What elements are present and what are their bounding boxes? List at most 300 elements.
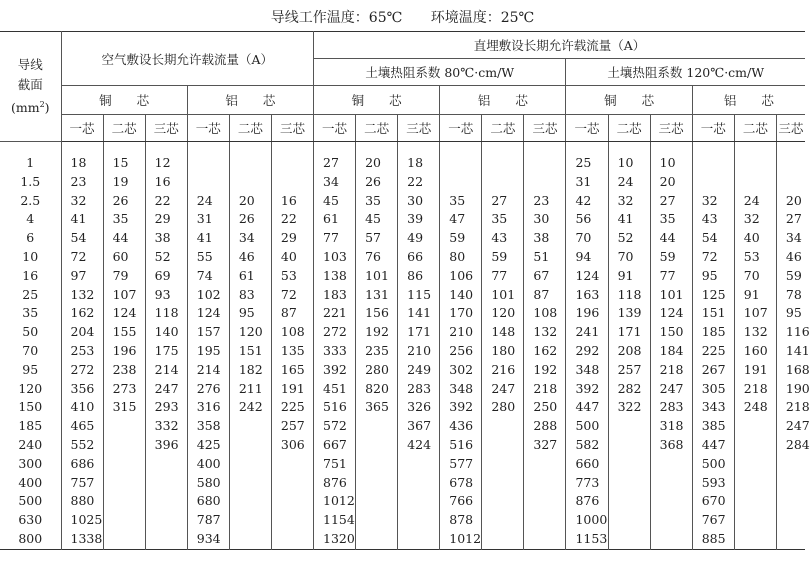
ampacity-value bbox=[491, 173, 523, 192]
ampacity-value: 241 bbox=[575, 324, 600, 340]
ampacity-value: 38 bbox=[154, 230, 171, 246]
ampacity-value bbox=[407, 511, 439, 530]
ampacity-column bbox=[61, 142, 103, 550]
ampacity-value: 288 bbox=[533, 418, 558, 434]
ampacity-value bbox=[239, 492, 271, 511]
ampacity-column bbox=[482, 142, 524, 550]
one-core-header: 一芯 bbox=[440, 115, 482, 142]
ampacity-value: 55 bbox=[196, 248, 213, 264]
ampacity-value: 42 bbox=[575, 192, 592, 208]
ampacity-value: 125 bbox=[701, 286, 726, 302]
ampacity-value: 249 bbox=[407, 361, 432, 377]
ampacity-value: 69 bbox=[154, 267, 171, 283]
ampacity-value: 248 bbox=[743, 399, 768, 415]
cross-section-value: 185 bbox=[18, 418, 43, 434]
ampacity-value: 195 bbox=[196, 342, 221, 358]
ampacity-value: 1012 bbox=[323, 493, 355, 509]
ampacity-value: 59 bbox=[785, 267, 802, 283]
ampacity-value: 124 bbox=[659, 305, 684, 321]
ampacity-value bbox=[786, 474, 805, 493]
ampacity-value bbox=[491, 474, 523, 493]
ampacity-column bbox=[314, 142, 356, 550]
ampacity-value: 593 bbox=[701, 474, 726, 490]
two-core-header: 二芯 bbox=[103, 115, 145, 142]
ampacity-value bbox=[281, 511, 313, 530]
ampacity-value bbox=[197, 173, 229, 192]
ampacity-value bbox=[618, 455, 650, 474]
ampacity-value: 80 bbox=[449, 248, 466, 264]
two-core-header: 二芯 bbox=[734, 115, 776, 142]
ampacity-value: 138 bbox=[323, 267, 347, 283]
ampacity-value: 396 bbox=[154, 436, 179, 452]
ampacity-value: 26 bbox=[112, 192, 129, 208]
ampacity-value bbox=[197, 154, 229, 173]
ampacity-value bbox=[113, 436, 145, 455]
ampacity-value: 267 bbox=[701, 361, 726, 377]
ampacity-value: 292 bbox=[575, 342, 600, 358]
ampacity-value bbox=[786, 530, 805, 549]
ampacity-value bbox=[491, 417, 523, 436]
ampacity-value: 175 bbox=[154, 342, 179, 358]
working-temperature: 导线工作温度：65℃ bbox=[270, 10, 403, 26]
ampacity-value: 78 bbox=[785, 286, 802, 302]
ampacity-value: 183 bbox=[323, 286, 347, 302]
ampacity-value: 57 bbox=[365, 230, 381, 246]
ampacity-value: 29 bbox=[154, 211, 171, 227]
ampacity-value bbox=[239, 173, 271, 192]
ampacity-table bbox=[0, 31, 810, 550]
ampacity-value: 400 bbox=[196, 455, 221, 471]
ampacity-value: 56 bbox=[575, 211, 592, 227]
ampacity-value: 316 bbox=[196, 399, 221, 415]
ampacity-value: 49 bbox=[407, 230, 424, 246]
ampacity-value bbox=[113, 417, 145, 436]
ampacity-value bbox=[618, 511, 650, 530]
ampacity-value: 53 bbox=[280, 267, 297, 283]
ampacity-value: 272 bbox=[70, 361, 95, 377]
ampacity-value: 306 bbox=[280, 436, 305, 452]
ampacity-value: 26 bbox=[365, 173, 381, 189]
ampacity-value: 1025 bbox=[70, 512, 103, 528]
ampacity-value: 216 bbox=[491, 361, 516, 377]
ampacity-value: 1000 bbox=[575, 512, 608, 528]
ampacity-value: 27 bbox=[323, 155, 339, 170]
ampacity-value bbox=[407, 530, 439, 549]
ampacity-value: 18 bbox=[70, 155, 87, 170]
ampacity-value: 247 bbox=[154, 380, 179, 396]
cross-section-value: 800 bbox=[18, 530, 43, 546]
ampacity-value: 120 bbox=[491, 305, 516, 321]
copper-core-header: 铜 芯 bbox=[566, 86, 692, 115]
ampacity-value: 27 bbox=[491, 192, 508, 208]
ampacity-value: 282 bbox=[617, 380, 642, 396]
ampacity-value bbox=[702, 173, 734, 192]
ampacity-value: 34 bbox=[323, 173, 339, 189]
soil-resistivity-80-header: 土壤热阻系数 80℃·cm/W bbox=[314, 59, 566, 86]
ampacity-value: 35 bbox=[491, 211, 508, 227]
one-core-header: 一芯 bbox=[566, 115, 608, 142]
ampacity-value bbox=[660, 530, 692, 549]
ampacity-value: 91 bbox=[743, 286, 760, 302]
ampacity-value: 225 bbox=[280, 399, 305, 415]
ampacity-value bbox=[618, 530, 650, 549]
ampacity-value: 61 bbox=[238, 267, 255, 283]
ampacity-value: 392 bbox=[575, 380, 600, 396]
ampacity-value: 151 bbox=[238, 342, 263, 358]
ampacity-value: 107 bbox=[112, 286, 137, 302]
ampacity-value: 878 bbox=[449, 512, 474, 528]
ampacity-value: 52 bbox=[154, 248, 171, 264]
ampacity-value: 204 bbox=[70, 324, 95, 340]
ampacity-value: 751 bbox=[323, 455, 347, 471]
ampacity-value: 885 bbox=[701, 530, 726, 546]
ampacity-value: 348 bbox=[575, 361, 600, 377]
ampacity-value: 500 bbox=[701, 455, 726, 471]
ampacity-value: 247 bbox=[785, 418, 810, 434]
ampacity-column bbox=[145, 142, 187, 550]
ampacity-value: 667 bbox=[323, 436, 347, 452]
ampacity-value bbox=[491, 455, 523, 474]
three-core-header: 三芯 bbox=[650, 115, 692, 142]
ampacity-value bbox=[113, 530, 145, 549]
ampacity-value: 238 bbox=[112, 361, 137, 377]
ampacity-value: 25 bbox=[575, 155, 592, 170]
cross-section-value: 2.5 bbox=[20, 192, 41, 208]
cross-section-value: 95 bbox=[22, 361, 39, 377]
ampacity-value: 218 bbox=[533, 380, 558, 396]
ampacity-value: 72 bbox=[701, 248, 718, 264]
two-core-header: 二芯 bbox=[482, 115, 524, 142]
ampacity-value: 26 bbox=[238, 211, 255, 227]
ampacity-value bbox=[365, 436, 397, 455]
ampacity-value: 787 bbox=[196, 512, 221, 528]
ampacity-value bbox=[281, 154, 313, 173]
ampacity-value: 767 bbox=[701, 512, 726, 528]
ampacity-value: 29 bbox=[280, 230, 297, 246]
ampacity-value: 132 bbox=[70, 286, 95, 302]
ampacity-value: 934 bbox=[196, 530, 221, 546]
ampacity-value: 118 bbox=[617, 286, 642, 302]
ampacity-value: 170 bbox=[449, 305, 474, 321]
ampacity-value: 322 bbox=[617, 399, 642, 415]
cross-section-value: 25 bbox=[22, 286, 39, 302]
ampacity-value: 670 bbox=[701, 493, 726, 509]
ampacity-value: 46 bbox=[785, 248, 802, 264]
ampacity-value: 367 bbox=[407, 418, 432, 434]
ampacity-value: 392 bbox=[449, 399, 474, 415]
ampacity-value: 66 bbox=[407, 248, 424, 264]
ampacity-value: 35 bbox=[449, 192, 466, 208]
ampacity-value: 70 bbox=[575, 230, 592, 246]
ampacity-value bbox=[281, 455, 313, 474]
ampacity-value: 22 bbox=[407, 173, 424, 189]
ampacity-value: 39 bbox=[407, 211, 424, 227]
ampacity-value: 101 bbox=[365, 267, 389, 283]
ampacity-value: 47 bbox=[449, 211, 466, 227]
ampacity-value: 332 bbox=[154, 418, 179, 434]
soil-resistivity-120-header: 土壤热阻系数 120℃·cm/W bbox=[566, 59, 805, 86]
ampacity-value: 24 bbox=[743, 192, 760, 208]
ampacity-value: 106 bbox=[449, 267, 474, 283]
ampacity-value: 447 bbox=[701, 436, 726, 452]
ampacity-value: 54 bbox=[701, 230, 718, 246]
ampacity-value bbox=[491, 511, 523, 530]
ampacity-value: 87 bbox=[533, 286, 550, 302]
ampacity-value bbox=[660, 455, 692, 474]
ampacity-value: 318 bbox=[659, 418, 684, 434]
ampacity-value bbox=[491, 530, 523, 549]
ampacity-value bbox=[744, 530, 776, 549]
ampacity-value: 214 bbox=[196, 361, 221, 377]
ampacity-value: 16 bbox=[154, 173, 171, 189]
one-core-header: 一芯 bbox=[61, 115, 103, 142]
ampacity-value: 280 bbox=[491, 399, 516, 415]
ampacity-value: 132 bbox=[743, 324, 768, 340]
one-core-header: 一芯 bbox=[692, 115, 734, 142]
ampacity-value: 30 bbox=[407, 192, 424, 208]
ampacity-value: 1320 bbox=[323, 530, 355, 546]
ampacity-value: 424 bbox=[407, 436, 432, 452]
cross-section-value: 70 bbox=[22, 342, 39, 358]
cross-section-value: 35 bbox=[22, 305, 39, 321]
ampacity-value bbox=[491, 492, 523, 511]
ampacity-value: 218 bbox=[659, 361, 684, 377]
ampacity-value bbox=[239, 530, 271, 549]
ampacity-value: 247 bbox=[659, 380, 684, 396]
ampacity-value: 140 bbox=[449, 286, 474, 302]
ampacity-value: 196 bbox=[112, 342, 137, 358]
ampacity-value: 31 bbox=[196, 211, 213, 227]
ampacity-value: 876 bbox=[575, 493, 600, 509]
ampacity-value: 256 bbox=[449, 342, 474, 358]
ampacity-value bbox=[365, 455, 397, 474]
ampacity-value: 108 bbox=[533, 305, 558, 321]
ampacity-value: 660 bbox=[575, 455, 600, 471]
ampacity-value: 333 bbox=[323, 342, 347, 358]
ampacity-value: 41 bbox=[70, 211, 87, 227]
ampacity-value: 15 bbox=[112, 155, 129, 170]
ampacity-value: 101 bbox=[491, 286, 516, 302]
ampacity-value bbox=[155, 511, 187, 530]
cross-section-header: 导线 截面 $(mm^2)$ bbox=[0, 32, 61, 142]
ampacity-value: 225 bbox=[701, 342, 726, 358]
ampacity-value: 182 bbox=[238, 361, 263, 377]
ampacity-value: 425 bbox=[196, 436, 221, 452]
ampacity-value bbox=[744, 492, 776, 511]
ampacity-value: 67 bbox=[533, 267, 550, 283]
ampacity-value: 59 bbox=[449, 230, 466, 246]
ampacity-value: 190 bbox=[785, 380, 810, 396]
ampacity-value: 436 bbox=[449, 418, 474, 434]
aluminum-core-header: 铝 芯 bbox=[692, 86, 805, 115]
ampacity-value: 140 bbox=[154, 324, 179, 340]
ampacity-value: 293 bbox=[154, 399, 179, 415]
ampacity-value: 32 bbox=[743, 211, 760, 227]
ampacity-value bbox=[113, 474, 145, 493]
ampacity-value: 184 bbox=[659, 342, 684, 358]
ampacity-value: 516 bbox=[323, 399, 347, 415]
ampacity-value bbox=[239, 436, 271, 455]
ampacity-value: 185 bbox=[701, 324, 726, 340]
ampacity-value: 72 bbox=[70, 248, 87, 264]
ampacity-value bbox=[533, 154, 565, 173]
cross-section-value: 500 bbox=[18, 493, 43, 509]
ampacity-column bbox=[524, 142, 566, 550]
ampacity-value: 41 bbox=[196, 230, 213, 246]
ampacity-value: 1154 bbox=[323, 512, 355, 528]
ampacity-value: 214 bbox=[154, 361, 179, 377]
ampacity-value: 54 bbox=[70, 230, 87, 246]
ampacity-value: 44 bbox=[112, 230, 129, 246]
ampacity-value: 86 bbox=[407, 267, 424, 283]
ampacity-value: 70 bbox=[743, 267, 760, 283]
ampacity-value: 20 bbox=[659, 173, 676, 189]
ampacity-value: 410 bbox=[70, 399, 95, 415]
ampacity-value: 45 bbox=[323, 192, 339, 208]
ampacity-value bbox=[660, 511, 692, 530]
ampacity-value bbox=[744, 511, 776, 530]
ampacity-value bbox=[155, 474, 187, 493]
ampacity-value: 284 bbox=[785, 436, 810, 452]
ampacity-value: 51 bbox=[533, 248, 550, 264]
ampacity-value bbox=[786, 173, 805, 192]
ampacity-value: 135 bbox=[280, 342, 305, 358]
ampacity-value: 163 bbox=[575, 286, 600, 302]
ampacity-value: 102 bbox=[196, 286, 221, 302]
ampacity-value: 516 bbox=[449, 436, 474, 452]
ampacity-value: 326 bbox=[407, 399, 432, 415]
ampacity-value bbox=[618, 474, 650, 493]
copper-core-header: 铜 芯 bbox=[314, 86, 440, 115]
ampacity-value bbox=[365, 530, 397, 549]
ampacity-value: 257 bbox=[280, 418, 305, 434]
ampacity-value: 23 bbox=[533, 192, 550, 208]
ampacity-value: 24 bbox=[196, 192, 213, 208]
ampacity-value: 101 bbox=[659, 286, 684, 302]
ampacity-value: 162 bbox=[70, 305, 95, 321]
ampacity-value bbox=[618, 492, 650, 511]
ampacity-value: 87 bbox=[280, 305, 297, 321]
ampacity-value: 160 bbox=[743, 342, 768, 358]
ampacity-column bbox=[608, 142, 650, 550]
ampacity-value bbox=[281, 492, 313, 511]
one-core-header: 一芯 bbox=[314, 115, 356, 142]
ampacity-value bbox=[533, 173, 565, 192]
ampacity-value bbox=[533, 530, 565, 549]
three-core-header: 三芯 bbox=[398, 115, 440, 142]
ampacity-value: 77 bbox=[491, 267, 508, 283]
ampacity-value: 107 bbox=[743, 305, 768, 321]
ampacity-value bbox=[365, 511, 397, 530]
ampacity-value: 156 bbox=[365, 305, 389, 321]
ampacity-value bbox=[744, 455, 776, 474]
ampacity-value: 305 bbox=[701, 380, 726, 396]
ampacity-value: 115 bbox=[407, 286, 432, 302]
ampacity-value: 191 bbox=[280, 380, 305, 396]
ampacity-value: 385 bbox=[701, 418, 726, 434]
ampacity-value: 876 bbox=[323, 474, 347, 490]
air-laying-header: 空气敷设长期允许载流量（A） bbox=[61, 32, 314, 86]
ampacity-value bbox=[702, 154, 734, 173]
ampacity-value: 582 bbox=[575, 436, 600, 452]
ampacity-value: 218 bbox=[743, 380, 768, 396]
ampacity-value: 10 bbox=[617, 155, 634, 170]
ampacity-value: 124 bbox=[196, 305, 221, 321]
aluminum-core-header: 铝 芯 bbox=[440, 86, 566, 115]
ampacity-value: 315 bbox=[112, 399, 137, 415]
ampacity-value: 83 bbox=[238, 286, 255, 302]
ampacity-value: 118 bbox=[154, 305, 179, 321]
ampacity-value: 210 bbox=[407, 342, 432, 358]
ampacity-value bbox=[744, 436, 776, 455]
ampacity-value: 273 bbox=[112, 380, 137, 396]
ampacity-value: 91 bbox=[617, 267, 634, 283]
ampacity-value: 32 bbox=[617, 192, 634, 208]
ampacity-value bbox=[744, 154, 776, 173]
ampacity-column bbox=[734, 142, 776, 550]
ampacity-value: 43 bbox=[491, 230, 508, 246]
ampacity-value bbox=[281, 173, 313, 192]
ampacity-column bbox=[229, 142, 271, 550]
ampacity-value bbox=[491, 154, 523, 173]
ampacity-column bbox=[440, 142, 482, 550]
document-title bbox=[0, 7, 805, 27]
ampacity-value: 94 bbox=[575, 248, 592, 264]
ampacity-value: 108 bbox=[280, 324, 305, 340]
ampacity-value: 76 bbox=[365, 248, 381, 264]
ampacity-value: 43 bbox=[701, 211, 718, 227]
ampacity-column bbox=[692, 142, 734, 550]
ampacity-value: 572 bbox=[323, 418, 347, 434]
ampacity-value: 250 bbox=[533, 399, 558, 415]
ampacity-value: 358 bbox=[196, 418, 221, 434]
ampacity-value bbox=[533, 492, 565, 511]
ampacity-value bbox=[449, 173, 481, 192]
ampacity-value: 53 bbox=[743, 248, 760, 264]
ampacity-value: 44 bbox=[659, 230, 676, 246]
cross-section-value: 6 bbox=[26, 230, 35, 246]
ampacity-value: 32 bbox=[701, 192, 718, 208]
ampacity-value bbox=[618, 436, 650, 455]
ampacity-value bbox=[281, 474, 313, 493]
ampacity-value: 59 bbox=[491, 248, 508, 264]
ampacity-value: 218 bbox=[785, 399, 810, 415]
ampacity-value: 348 bbox=[449, 380, 474, 396]
ampacity-value bbox=[533, 455, 565, 474]
ampacity-value: 165 bbox=[280, 361, 305, 377]
ampacity-value: 22 bbox=[154, 192, 171, 208]
ampacity-value bbox=[660, 492, 692, 511]
ampacity-value bbox=[281, 530, 313, 549]
ampacity-value: 32 bbox=[70, 192, 87, 208]
ampacity-value bbox=[407, 492, 439, 511]
ampacity-value: 680 bbox=[196, 493, 221, 509]
cross-section-value: 150 bbox=[18, 399, 43, 415]
ampacity-value: 16 bbox=[280, 192, 297, 208]
ampacity-value: 93 bbox=[154, 286, 171, 302]
ampacity-value bbox=[113, 511, 145, 530]
ampacity-value: 302 bbox=[449, 361, 474, 377]
ampacity-value bbox=[155, 455, 187, 474]
ampacity-value: 880 bbox=[70, 493, 95, 509]
ampacity-value: 20 bbox=[238, 192, 255, 208]
ampacity-value: 27 bbox=[785, 211, 802, 227]
ampacity-value: 124 bbox=[112, 305, 137, 321]
two-core-header: 二芯 bbox=[229, 115, 271, 142]
cross-section-value: 300 bbox=[18, 455, 43, 471]
ampacity-value: 235 bbox=[365, 342, 389, 358]
ampacity-value bbox=[533, 474, 565, 493]
